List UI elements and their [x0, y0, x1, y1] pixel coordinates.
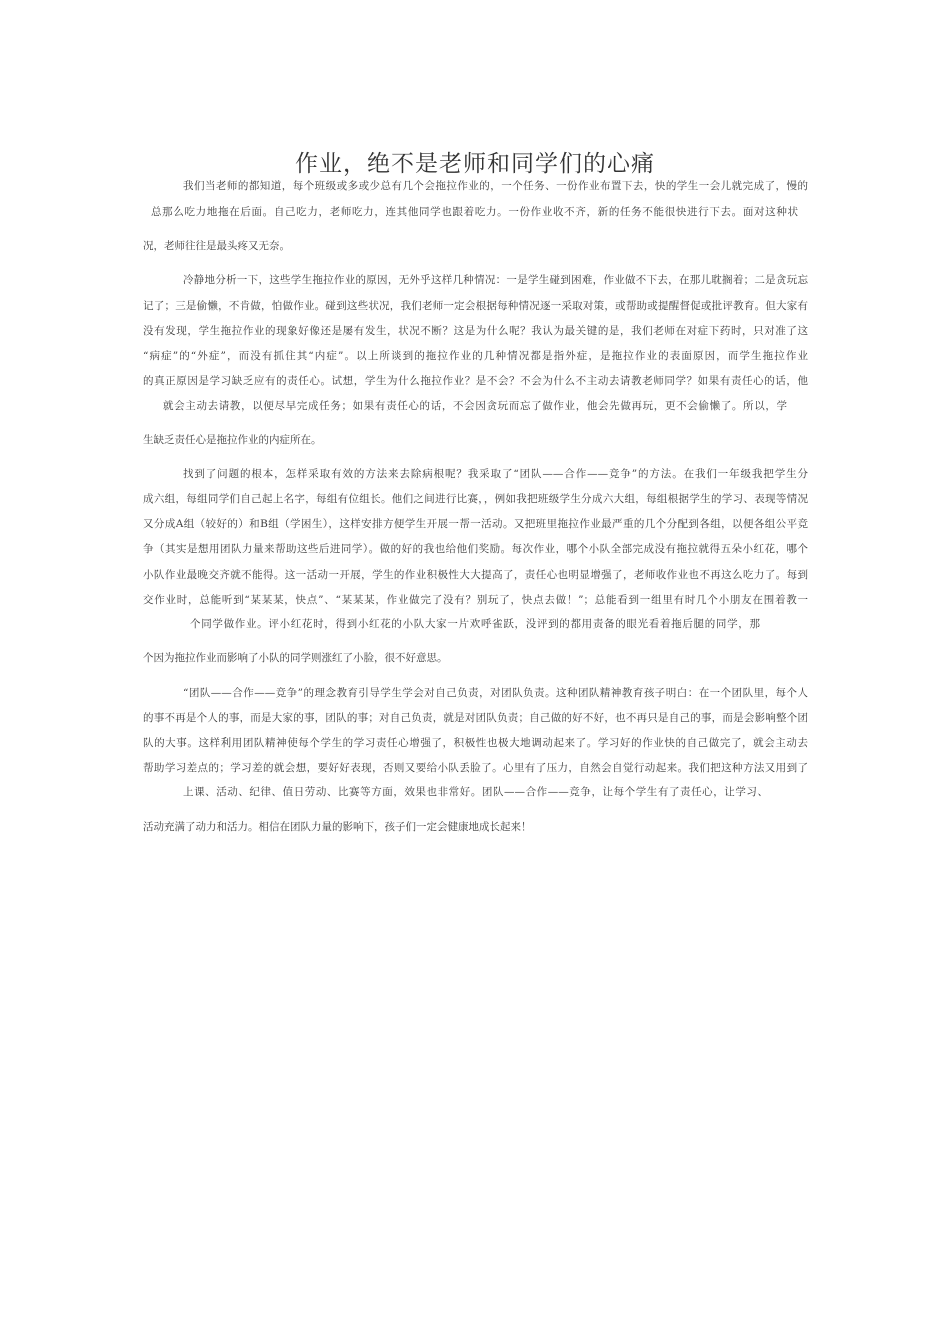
paragraph-line: 的真正原因是学习缺乏应有的责任心。试想，学生为什么拖拉作业？是不会？不会为什么不主动去请教老师同学？如果有责任心的话，他 — [143, 375, 808, 387]
paragraph-line: 就会主动去请教，以便尽早完成任务；如果有责任心的话，不会因贪玩而忘了做作业，他会先做再玩，更不会偷懒了。所以，学 — [163, 400, 787, 412]
paragraph-line: 记了；三是偷懒，不肯做，怕做作业。碰到这些状况，我们老师一定会根据每种情况逐一采取对策，或帮助或提醒督促或批评教育。但大家有 — [143, 300, 808, 312]
paragraph-line: 上课、活动、纪律、值日劳动、比赛等方面，效果也非常好。团队——合作——竞争，让每个学生有了责任心，让学习、 — [183, 786, 768, 798]
paragraph-line: 的事不再是个人的事，而是大家的事，团队的事；对自己负责，就是对团队负责；自己做的好不好，也不再只是自己的事，而是会影响整个团 — [143, 712, 808, 724]
paragraph-line: 没有发现，学生拖拉作业的现象好像还是屡有发生，状况不断？这是为什么呢？我认为最关键的是，我们老师在对症下药时，只对准了这 — [143, 325, 808, 337]
paragraph-line: 找到了问题的根本，怎样采取有效的方法来去除病根呢？我采取了“团队——合作——竞争”的方法。在我们一年级我把学生分 — [183, 468, 808, 480]
paragraph-line: “团队——合作——竞争”的理念教育引导学生学会对自己负责，对团队负责。这种团队精神教育孩子明白：在一个团队里，每个人 — [183, 687, 808, 699]
paragraph-line: 交作业时，总能听到“某某某，快点”、“某某某，作业做完了没有？别玩了，快点去做！”；总能看到一组里有时几个小朋友在围着教一 — [143, 594, 808, 606]
paragraph-line: 总那么吃力地拖在后面。自己吃力，老师吃力，连其他同学也跟着吃力。一份作业收不齐，新的任务不能很快进行下去。面对这种状 — [151, 206, 798, 218]
paragraph-line: “病症”的“外症”，而没有抓住其“内症”。以上所谈到的拖拉作业的几种情况都是指外症，是拖拉作业的表面原因，而学生拖拉作业 — [143, 350, 808, 362]
paragraph-line: 生缺乏责任心是拖拉作业的内症所在。 — [143, 434, 322, 446]
paragraph-line: 小队作业最晚交齐就不能得。这一活动一开展，学生的作业积极性大大提高了，责任心也明显增强了，老师收作业也不再这么吃力了。每到 — [143, 569, 808, 581]
paragraph-line: 又分成A组（较好的）和B组（学困生），这样安排方便学生开展一帮一活动。又把班里拖拉作业最严重的几个分配到各组，以便各组公平竞 — [143, 518, 808, 530]
paragraph-line: 冷静地分析一下，这些学生拖拉作业的原因，无外乎这样几种情况：一是学生碰到困难，作业做不下去，在那儿耽搁着；二是贪玩忘 — [183, 274, 808, 286]
paragraph-line: 争（其实是想用团队力量来帮助这些后进同学）。做的好的我也给他们奖励。每次作业，哪个小队全部完成没有拖拉就得五朵小红花，哪个 — [143, 543, 808, 555]
paragraph-line: 况，老师往往是最头疼又无奈。 — [143, 240, 290, 252]
paragraph-line: 队的大事。这样利用团队精神使每个学生的学习责任心增强了，积极性也极大地调动起来了。学习好的作业快的自己做完了，就会主动去 — [143, 737, 808, 749]
document-title: 作业，绝不是老师和同学们的心痛 — [295, 151, 655, 177]
paragraph-line: 个因为拖拉作业而影响了小队的同学则涨红了小脸，很不好意思。 — [143, 652, 448, 664]
paragraph-line: 我们当老师的都知道，每个班级或多或少总有几个会拖拉作业的，一个任务、一份作业布置下去，快的学生一会儿就完成了，慢的 — [183, 180, 808, 192]
paragraph-line: 成六组，每组同学们自己起上名字，每组有位组长。他们之间进行比赛，，例如我把班级学生分成六大组，每组根据学生的学习、表现等情况 — [143, 493, 808, 505]
paragraph-line: 个同学做作业。评小红花时，得到小红花的小队大家一片欢呼雀跃，没评到的都用责备的眼光看着拖后腿的同学，那 — [190, 618, 760, 630]
paragraph-line: 活动充满了动力和活力。相信在团队力量的影响下，孩子们一定会健康地成长起来！ — [143, 821, 532, 833]
paragraph-line: 帮助学习差点的；学习差的就会想，要好好表现，否则又要给小队丢脸了。心里有了压力，自然会自觉行动起来。我们把这种方法又用到了 — [143, 762, 808, 774]
